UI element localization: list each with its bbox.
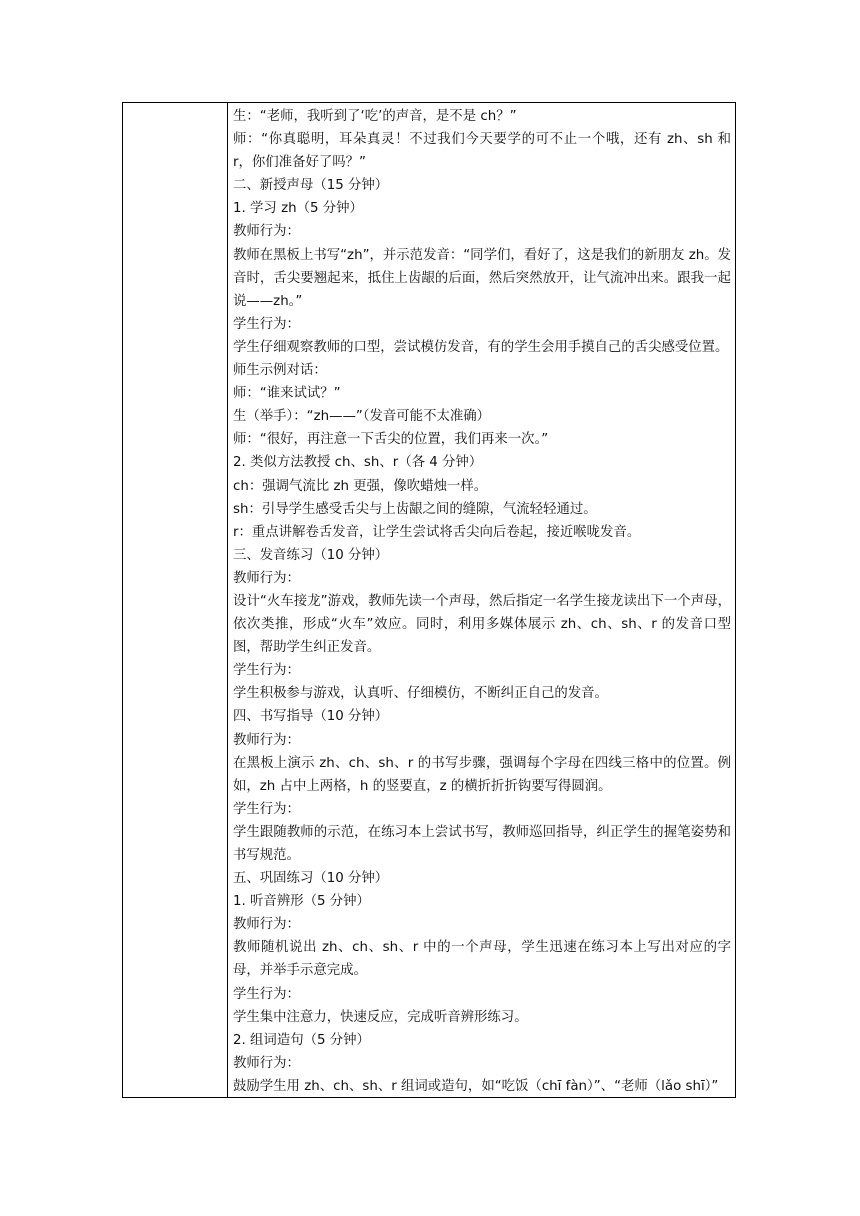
label-student-behavior: 学生行为： xyxy=(233,316,300,332)
paragraph-student-writing: 学生跟随教师的示范，在练习本上尝试书写，教师巡回指导，纠正学生的握笔姿势和书写规范。 xyxy=(233,824,731,863)
label-teacher-behavior: 教师行为： xyxy=(233,917,300,933)
label-student-behavior: 学生行为： xyxy=(233,986,300,1002)
section-heading-practice: 三、发音练习（10 分钟） xyxy=(233,547,389,563)
label-dialogue: 师生示例对话： xyxy=(233,363,327,379)
line-teacher-feedback: 师：“很好，再注意一下舌尖的位置，我们再来一次。” xyxy=(233,432,549,448)
paragraph-zh-demo: 教师在黑板上书写“zh”，并示范发音：“同学们，看好了，这是我们的新朋友 zh。发音时，舌尖要翘起来，抵住上齿龈的后面，然后突然放开，让气流冲出来。跟我一起说——zh。” xyxy=(233,247,731,309)
line-r: r：重点讲解卷舌发音，让学生尝试将舌尖向后卷起，接近喉咙发音。 xyxy=(233,524,641,540)
paragraph-listening-student: 学生集中注意力，快速反应，完成听音辨形练习。 xyxy=(233,1009,528,1025)
line-sh: sh：引导学生感受舌尖与上齿龈之间的缝隙，气流轻轻通过。 xyxy=(233,501,597,517)
paragraph-student-observe: 学生仔细观察教师的口型，尝试模仿发音，有的学生会用手摸自己的舌尖感受位置。 xyxy=(233,339,729,355)
paragraph-listening-teacher: 教师随机说出 zh、ch、sh、r 中的一个声母，学生迅速在练习本上写出对应的字母，并举手示意完成。 xyxy=(233,940,731,979)
label-teacher-behavior: 教师行为： xyxy=(233,732,300,748)
subsection-listening: 1. 听音辨形（5 分钟） xyxy=(233,894,370,910)
subsection-word-sentence: 2. 组词造句（5 分钟） xyxy=(233,1032,370,1048)
label-teacher-behavior: 教师行为： xyxy=(233,570,300,586)
paragraph-word-sentence: 鼓励学生用 zh、ch、sh、r 组词或造句，如“吃饭（chī fàn）”、“老师（lǎo shī）” xyxy=(233,1078,719,1094)
column-divider xyxy=(227,103,228,1097)
subsection-ch-sh-r: 2. 类似方法教授 ch、sh、r（各 4 分钟） xyxy=(233,455,483,471)
label-student-behavior: 学生行为： xyxy=(233,663,300,679)
section-heading-new-initials: 二、新授声母（15 分钟） xyxy=(233,178,389,194)
paragraph-train-game: 设计“火车接龙”游戏，教师先读一个声母，然后指定一名学生接龙读出下一个声母，依次类推，形成“火车”效应。同时，利用多媒体展示 zh、ch、sh、r 的发音口型图，帮助学生纠正发音。 xyxy=(233,593,731,656)
subsection-zh: 1. 学习 zh（5 分钟） xyxy=(233,201,363,217)
label-student-behavior: 学生行为： xyxy=(233,801,300,817)
line-teacher-ask: 师：“谁来试试？” xyxy=(233,386,341,402)
label-teacher-behavior: 教师行为： xyxy=(233,224,300,240)
table-right-cell xyxy=(233,105,731,1098)
label-teacher-behavior: 教师行为： xyxy=(233,1055,300,1071)
line-student-ch: 生：“老师，我听到了‘吃’的声音，是不是 ch？” xyxy=(233,109,517,124)
paragraph-student-game: 学生积极参与游戏，认真听、仔细模仿，不断纠正自己的发音。 xyxy=(233,686,608,702)
lesson-table xyxy=(122,102,736,1098)
line-student-answer: 生（举手）：“zh——”（发音可能不太准确） xyxy=(233,409,491,425)
line-teacher-praise: 师：“你真聪明，耳朵真灵！不过我们今天要学的可不止一个哦，还有 zh、sh 和 r，你们准备好了吗？” xyxy=(233,132,731,171)
section-heading-writing: 四、书写指导（10 分钟） xyxy=(233,709,389,725)
paragraph-writing-demo: 在黑板上演示 zh、ch、sh、r 的书写步骤，强调每个字母在四线三格中的位置。例如，zh 占中上两格，h 的竖要直，z 的横折折折钩要写得圆润。 xyxy=(233,755,731,794)
section-heading-consolidation: 五、巩固练习（10 分钟） xyxy=(233,871,389,887)
line-ch: ch：强调气流比 zh 更强，像吹蜡烛一样。 xyxy=(233,478,488,494)
table-left-cell xyxy=(123,103,227,1097)
